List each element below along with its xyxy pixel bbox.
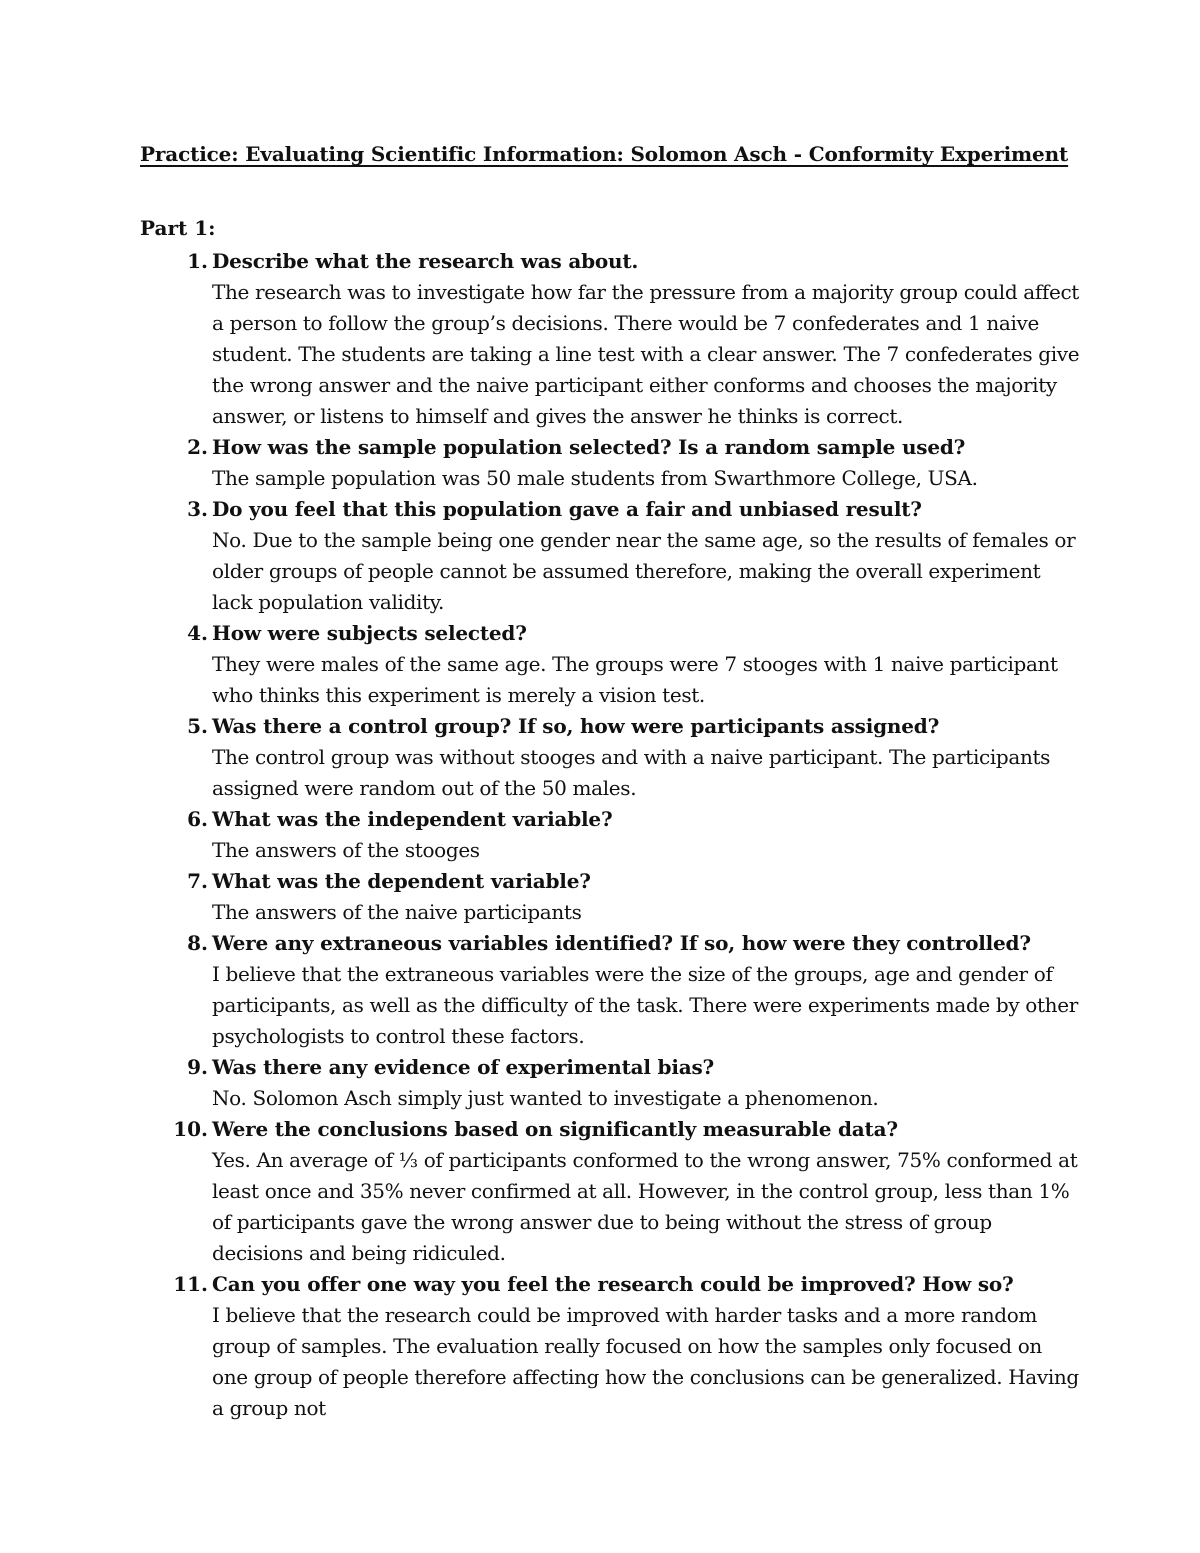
question-text: How were subjects selected? bbox=[212, 621, 527, 645]
list-item bbox=[140, 494, 1080, 618]
question-text: Were the conclusions based on significantly measurable data? bbox=[212, 1117, 898, 1141]
list-item bbox=[140, 711, 1080, 804]
list-item bbox=[140, 1269, 1080, 1424]
question-text: Can you offer one way you feel the research could be improved? How so? bbox=[212, 1272, 1014, 1296]
question-number: 8. bbox=[187, 931, 208, 955]
answer-text: The answers of the stooges bbox=[212, 838, 480, 862]
list-item bbox=[140, 246, 1080, 432]
question-number: 6. bbox=[187, 807, 208, 831]
answer-text: The answers of the naive participants bbox=[212, 900, 582, 924]
list-item bbox=[140, 432, 1080, 494]
question-list bbox=[140, 246, 1080, 1424]
answer-text: I believe that the extraneous variables were the size of the groups, age and gender of participants, as well as the difficulty of the task. There were experiments made by other psychologists to control these factors. bbox=[212, 962, 1078, 1048]
answer-text: No. Due to the sample being one gender near the same age, so the results of females or older groups of people cannot be assumed therefore, making the overall experiment lack population validity. bbox=[212, 528, 1076, 614]
question-number: 11. bbox=[173, 1272, 208, 1296]
question-text: What was the independent variable? bbox=[212, 807, 613, 831]
question-number: 4. bbox=[187, 621, 208, 645]
list-item bbox=[140, 618, 1080, 711]
answer-text: I believe that the research could be improved with harder tasks and a more random group of samples. The evaluation really focused on how the samples only focused on one group of people therefore affecting how the conclusions can be generalized. Having a group not bbox=[212, 1303, 1079, 1420]
list-item bbox=[140, 928, 1080, 1052]
question-text: What was the dependent variable? bbox=[212, 869, 591, 893]
answer-text: No. Solomon Asch simply just wanted to investigate a phenomenon. bbox=[212, 1086, 879, 1110]
question-text: Was there any evidence of experimental bias? bbox=[212, 1055, 715, 1079]
list-item bbox=[140, 1052, 1080, 1114]
question-text: Was there a control group? If so, how were participants assigned? bbox=[212, 714, 940, 738]
question-text: Do you feel that this population gave a fair and unbiased result? bbox=[212, 497, 922, 521]
question-number: 10. bbox=[173, 1117, 208, 1141]
list-item bbox=[140, 804, 1080, 866]
list-item bbox=[140, 1114, 1080, 1269]
question-number: 7. bbox=[187, 869, 208, 893]
answer-text: The research was to investigate how far the pressure from a majority group could affect a person to follow the group’s decisions. There would be 7 confederates and 1 naive student. The students are taking a line test with a clear answer. The 7 confederates give the wrong answer and the naive participant either conforms and chooses the majority answer, or listens to himself and gives the answer he thinks is correct. bbox=[212, 280, 1080, 428]
list-item bbox=[140, 866, 1080, 928]
question-text: How was the sample population selected? Is a random sample used? bbox=[212, 435, 966, 459]
question-number: 2. bbox=[187, 435, 208, 459]
part-label: Part 1: bbox=[140, 216, 216, 240]
question-text: Were any extraneous variables identified? If so, how were they controlled? bbox=[212, 931, 1031, 955]
question-text: Describe what the research was about. bbox=[212, 249, 639, 273]
document-title: Practice: Evaluating Scientific Information: Solomon Asch - Conformity Experiment bbox=[140, 142, 1069, 166]
question-number: 5. bbox=[187, 714, 208, 738]
question-number: 9. bbox=[187, 1055, 208, 1079]
question-number: 3. bbox=[187, 497, 208, 521]
answer-text: They were males of the same age. The groups were 7 stooges with 1 naive participant who thinks this experiment is merely a vision test. bbox=[212, 652, 1058, 707]
answer-text: Yes. An average of ⅓ of participants conformed to the wrong answer, 75% conformed at least once and 35% never confirmed at all. However, in the control group, less than 1% of participants gave the wrong answer due to being without the stress of group decisions and being ridiculed. bbox=[212, 1148, 1078, 1265]
answer-text: The control group was without stooges and with a naive participant. The participants assigned were random out of the 50 males. bbox=[212, 745, 1051, 800]
answer-text: The sample population was 50 male students from Swarthmore College, USA. bbox=[212, 466, 978, 490]
question-number: 1. bbox=[187, 249, 208, 273]
